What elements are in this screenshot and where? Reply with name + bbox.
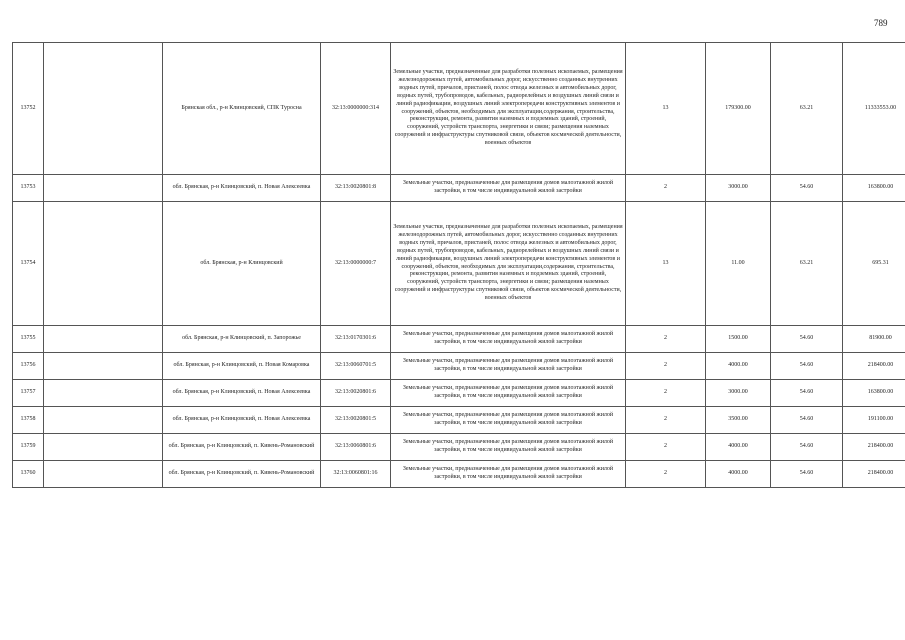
address-cell: обл. Брянская, р-н Клинцовский [163, 202, 321, 326]
address-cell: обл. Брянская, р-н Клинцовский, п. Кивень-Романовский [163, 461, 321, 488]
use-code-cell: 2 [626, 353, 706, 380]
rate-cell: 54.60 [771, 407, 843, 434]
row-number: 13752 [13, 43, 44, 175]
empty-cell [44, 43, 163, 175]
rate-cell: 54.60 [771, 461, 843, 488]
area-cell: 179300.00 [706, 43, 771, 175]
area-cell: 3500.00 [706, 407, 771, 434]
cadastral-value-cell: 191100.00 [843, 407, 905, 434]
empty-cell [44, 407, 163, 434]
cadastral-number-cell: 32:13:0020801:6 [321, 380, 391, 407]
address-cell: обл. Брянская, р-н Клинцовский, п. Новая Алексеевка [163, 380, 321, 407]
empty-cell [44, 326, 163, 353]
area-cell: 3000.00 [706, 175, 771, 202]
land-use-cell: Земельные участки, предназначенные для разработки полезных ископаемых, размещения железнодорожных путей, автомобильных дорог, искусственно созданных внутренних водных путей, причалов, пристаней, полос отвода железных и автомобильных дорог, водных путей, трубопроводов, кабельных, радиорелейных и воздушных линий связи и линий радиофикации, воздушных линий электропередачи конструктивных элементов и сооружений, объектов, необходимых для эксплуатации,содержания, строительства, реконструкции, ремонта, развития наземных и подземных зданий, строений, сооружений, устройств транспорта, энергетики и связи; размещения наземных сооружений и инфраструктуры спутниковой связи, объектов космической деятельности, военных объектов [391, 43, 626, 175]
rate-cell: 54.60 [771, 434, 843, 461]
registry-body [13, 43, 905, 488]
page-number: 789 [874, 18, 888, 28]
table-row [13, 380, 905, 407]
area-cell: 4000.00 [706, 461, 771, 488]
table-row [13, 461, 905, 488]
table-row [13, 353, 905, 380]
cadastral-value-cell: 695.31 [843, 202, 905, 326]
land-use-cell: Земельные участки, предназначенные для размещения домов малоэтажной жилой застройки, в том числе индивидуальной жилой застройки [391, 380, 626, 407]
area-cell: 1500.00 [706, 326, 771, 353]
land-use-cell: Земельные участки, предназначенные для размещения домов малоэтажной жилой застройки, в том числе индивидуальной жилой застройки [391, 175, 626, 202]
rate-cell: 54.60 [771, 353, 843, 380]
cadastral-number-cell: 32:13:0000000:314 [321, 43, 391, 175]
cadastral-value-cell: 163800.00 [843, 380, 905, 407]
cadastral-number-cell: 32:13:0060801:6 [321, 434, 391, 461]
land-use-cell: Земельные участки, предназначенные для размещения домов малоэтажной жилой застройки, в том числе индивидуальной жилой застройки [391, 353, 626, 380]
table-row [13, 175, 905, 202]
cadastral-value-cell: 163800.00 [843, 175, 905, 202]
empty-cell [44, 202, 163, 326]
table-row [13, 407, 905, 434]
table-row [13, 43, 905, 175]
area-cell: 11.00 [706, 202, 771, 326]
use-code-cell: 2 [626, 175, 706, 202]
use-code-cell: 2 [626, 407, 706, 434]
land-use-cell: Земельные участки, предназначенные для разработки полезных ископаемых, размещения железнодорожных путей, автомобильных дорог, искусственно созданных внутренних водных путей, причалов, пристаней, полос отвода железных и автомобильных дорог, водных путей, трубопроводов, кабельных, радиорелейных и воздушных линий связи и линий радиофикации, воздушных линий электропередачи конструктивных элементов и сооружений, объектов, необходимых для эксплуатации,содержания, строительства, реконструкции, ремонта, развития наземных и подземных зданий, строений, сооружений, устройств транспорта, энергетики и связи; размещения наземных сооружений и инфраструктуры спутниковой связи, объектов космической деятельности, военных объектов [391, 202, 626, 326]
empty-cell [44, 380, 163, 407]
row-number: 13758 [13, 407, 44, 434]
row-number: 13753 [13, 175, 44, 202]
address-cell: обл. Брянская, р-н Клинцовский, п. Запорожье [163, 326, 321, 353]
land-registry-table [12, 42, 905, 488]
row-number: 13760 [13, 461, 44, 488]
use-code-cell: 2 [626, 380, 706, 407]
address-cell: Брянская обл., р-н Клинцовский, СПК Туросна [163, 43, 321, 175]
address-cell: обл. Брянская, р-н Клинцовский, п. Новая Алексеевка [163, 175, 321, 202]
address-cell: обл. Брянская, р-н Клинцовский, п. Новая Алексеевка [163, 407, 321, 434]
empty-cell [44, 175, 163, 202]
cadastral-value-cell: 218400.00 [843, 353, 905, 380]
land-use-cell: Земельные участки, предназначенные для размещения домов малоэтажной жилой застройки, в том числе индивидуальной жилой застройки [391, 434, 626, 461]
cadastral-value-cell: 81900.00 [843, 326, 905, 353]
use-code-cell: 2 [626, 461, 706, 488]
cadastral-value-cell: 11333553.00 [843, 43, 905, 175]
row-number: 13756 [13, 353, 44, 380]
rate-cell: 63.21 [771, 43, 843, 175]
empty-cell [44, 353, 163, 380]
cadastral-number-cell: 32:13:0020801:8 [321, 175, 391, 202]
cadastral-number-cell: 32:13:0000000:7 [321, 202, 391, 326]
rate-cell: 54.60 [771, 175, 843, 202]
rate-cell: 63.21 [771, 202, 843, 326]
row-number: 13759 [13, 434, 44, 461]
cadastral-number-cell: 32:13:0060701:5 [321, 353, 391, 380]
rate-cell: 54.60 [771, 380, 843, 407]
area-cell: 4000.00 [706, 353, 771, 380]
table-row [13, 326, 905, 353]
cadastral-value-cell: 218400.00 [843, 434, 905, 461]
use-code-cell: 13 [626, 43, 706, 175]
table-row [13, 202, 905, 326]
land-use-cell: Земельные участки, предназначенные для размещения домов малоэтажной жилой застройки, в том числе индивидуальной жилой застройки [391, 326, 626, 353]
empty-cell [44, 461, 163, 488]
address-cell: обл. Брянская, р-н Клинцовский, п. Кивень-Романовский [163, 434, 321, 461]
cadastral-value-cell: 218400.00 [843, 461, 905, 488]
area-cell: 3000.00 [706, 380, 771, 407]
use-code-cell: 2 [626, 434, 706, 461]
empty-cell [44, 434, 163, 461]
area-cell: 4000.00 [706, 434, 771, 461]
land-use-cell: Земельные участки, предназначенные для размещения домов малоэтажной жилой застройки, в том числе индивидуальной жилой застройки [391, 407, 626, 434]
row-number: 13754 [13, 202, 44, 326]
land-use-cell: Земельные участки, предназначенные для размещения домов малоэтажной жилой застройки, в том числе индивидуальной жилой застройки [391, 461, 626, 488]
row-number: 13757 [13, 380, 44, 407]
row-number: 13755 [13, 326, 44, 353]
cadastral-number-cell: 32:13:0170301:6 [321, 326, 391, 353]
cadastral-number-cell: 32:13:0060801:16 [321, 461, 391, 488]
address-cell: обл. Брянская, р-н Клинцовский, п. Новая Комаровка [163, 353, 321, 380]
use-code-cell: 13 [626, 202, 706, 326]
table-row [13, 434, 905, 461]
rate-cell: 54.60 [771, 326, 843, 353]
use-code-cell: 2 [626, 326, 706, 353]
cadastral-number-cell: 32:13:0020801:5 [321, 407, 391, 434]
